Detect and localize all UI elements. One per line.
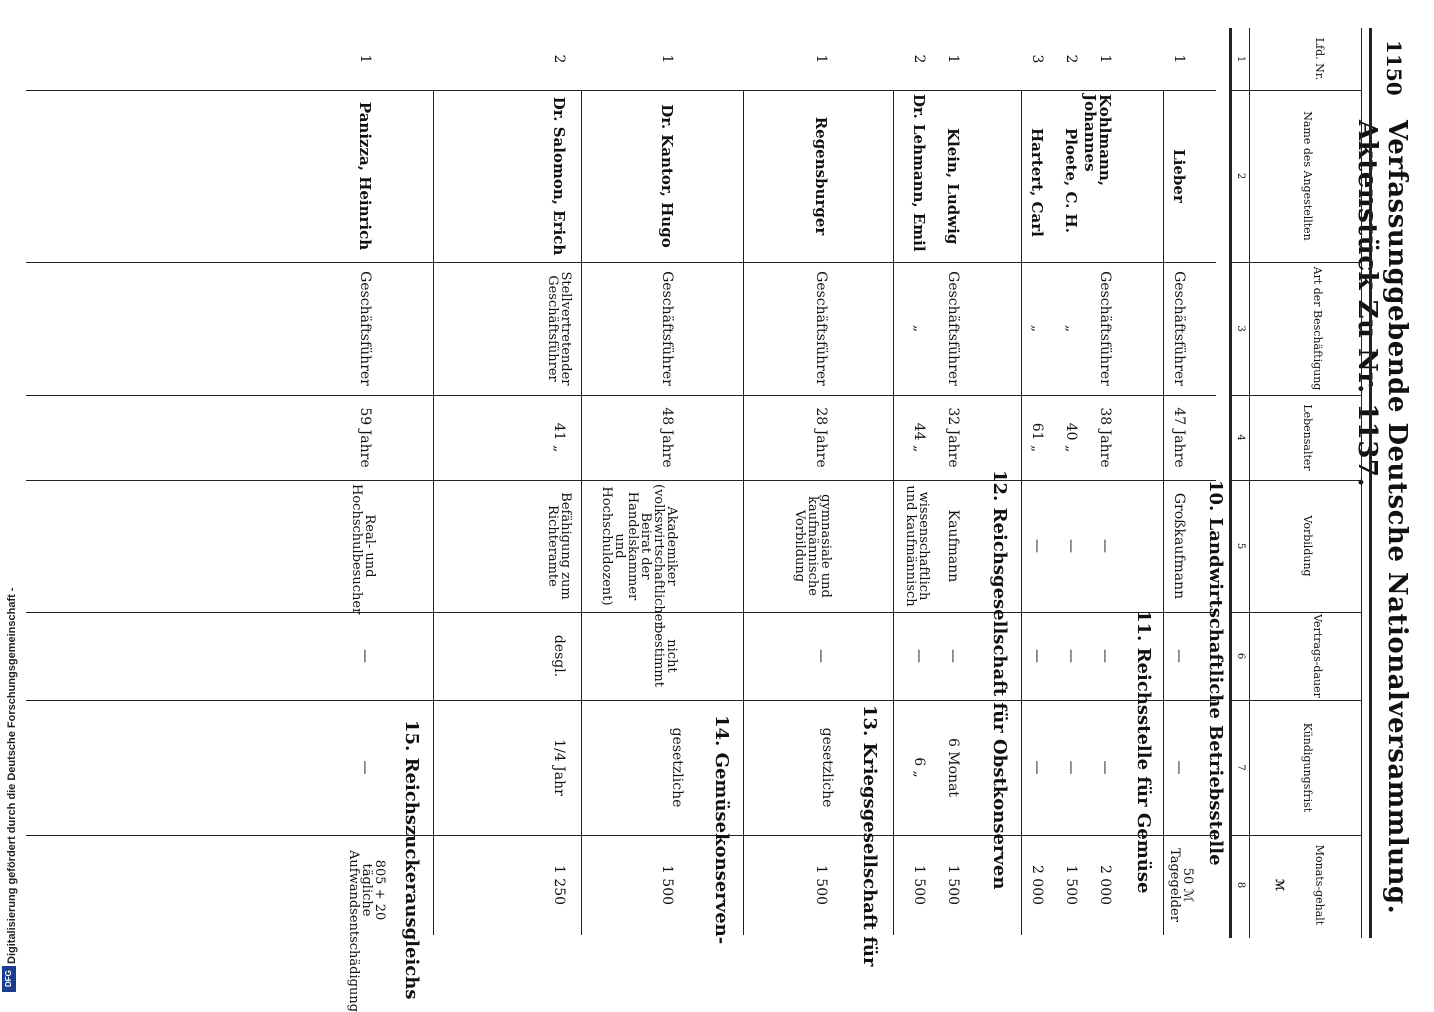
row-name: Kohlmann, Johannes bbox=[1081, 94, 1114, 186]
row-dauer: — bbox=[945, 649, 961, 663]
row-name: Dr. Salomon, Erich bbox=[550, 96, 568, 256]
row-alter: 44 „ bbox=[911, 422, 927, 453]
row-rule bbox=[433, 90, 434, 935]
row-alter: 61 „ bbox=[1029, 422, 1045, 453]
row-alter: 32 Jahre bbox=[945, 407, 961, 468]
col-divider bbox=[1232, 835, 1362, 836]
row-dauer: desgl. bbox=[551, 634, 567, 678]
row-kuendigung: gesetzliche bbox=[819, 727, 835, 808]
col-number: 2 bbox=[1235, 172, 1246, 180]
row-dauer: — bbox=[357, 649, 373, 663]
row-rule bbox=[1163, 90, 1164, 935]
row-rule bbox=[581, 90, 582, 935]
row-nr: 1 bbox=[659, 54, 675, 64]
row-dauer: — bbox=[813, 649, 829, 663]
col-header-alter: Lebensalter bbox=[1301, 404, 1314, 471]
row-alter: 38 Jahre bbox=[1097, 407, 1113, 468]
row-art: Geschäftsführer bbox=[945, 271, 961, 386]
row-dauer: — bbox=[1063, 649, 1079, 663]
row-vorbildung: gymnasiale und kaufmännische Vorbildung bbox=[792, 494, 833, 598]
col-header-kuendigung: Kündigungsfrist bbox=[1301, 722, 1314, 813]
row-nr: 1 bbox=[1097, 54, 1113, 64]
section-title: 14. Gemüsekonserven- bbox=[711, 715, 732, 945]
row-kuendigung: — bbox=[357, 760, 373, 775]
row-gehalt: 805 + 20 tägliche Aufwandsentschädigung bbox=[346, 850, 387, 1012]
row-vorbildung: — bbox=[1097, 539, 1113, 553]
col-header-nr: Lfd. Nr. bbox=[1313, 37, 1326, 81]
section-title: 12. Reichsgesellschaft für Obstkonserven bbox=[989, 470, 1010, 890]
row-art: „ bbox=[1029, 324, 1045, 333]
dfg-logo: DFG bbox=[2, 966, 16, 992]
row-nr: 1 bbox=[813, 54, 829, 64]
row-dauer: — bbox=[1097, 649, 1113, 663]
row-vorbildung: Akademiker (volkswirtschaftlicher Beirat der Handelskammer und Hochschuldozent) bbox=[599, 484, 679, 628]
row-vorbildung: — bbox=[1063, 539, 1079, 553]
col-number: 1 bbox=[1235, 55, 1246, 63]
row-alter: 28 Jahre bbox=[813, 407, 829, 468]
col-divider bbox=[1232, 90, 1362, 91]
row-nr: 1 bbox=[357, 54, 373, 64]
section-title: 10. Landwirtschaftliche Betriebsstelle bbox=[1205, 480, 1226, 866]
row-dauer: — bbox=[1171, 649, 1187, 663]
row-gehalt: 1 500 bbox=[659, 864, 675, 906]
row-vorbildung: Kaufmann bbox=[945, 509, 961, 583]
row-name: Ploete, C. H. bbox=[1062, 128, 1080, 233]
row-art: „ bbox=[1063, 324, 1079, 333]
col-header-art: Art der Beschäftigung bbox=[1311, 266, 1324, 391]
row-vorbildung: wissenschaftlich und kaufmännisch bbox=[903, 485, 931, 607]
col-number: 7 bbox=[1235, 764, 1246, 771]
row-kuendigung: 1/4 Jahr bbox=[551, 739, 567, 796]
row-name: Dr. Lehmann, Emil bbox=[910, 94, 928, 252]
section-title: 11. Reichsstelle für Gemüse bbox=[1133, 610, 1154, 894]
row-vorbildung: — bbox=[1029, 539, 1045, 553]
row-alter: 48 Jahre bbox=[659, 407, 675, 468]
col-number: 5 bbox=[1235, 542, 1246, 550]
col-divider bbox=[1232, 262, 1362, 263]
row-dauer: — bbox=[911, 649, 927, 663]
row-nr: 3 bbox=[1029, 54, 1045, 64]
row-alter: 47 Jahre bbox=[1171, 407, 1187, 468]
row-name: Regensburger bbox=[812, 116, 830, 236]
col-number: 6 bbox=[1235, 652, 1246, 660]
row-dauer: — bbox=[1029, 649, 1045, 663]
row-nr: 1 bbox=[945, 54, 961, 64]
row-rule bbox=[893, 90, 894, 935]
table-top-rule bbox=[1369, 28, 1372, 938]
row-vorbildung: Großkaufmann bbox=[1171, 492, 1187, 600]
row-name: Klein, Ludwig bbox=[944, 128, 962, 245]
row-art: Geschäftsführer bbox=[1171, 271, 1187, 386]
section-title: 15. Reichszuckerausgleichs bbox=[401, 720, 422, 1000]
row-gehalt: 1 250 bbox=[551, 864, 567, 906]
row-kuendigung: — bbox=[1063, 760, 1079, 775]
row-nr: 2 bbox=[551, 54, 567, 64]
row-gehalt: 1 500 bbox=[945, 864, 961, 906]
row-nr: 2 bbox=[911, 54, 927, 64]
page-title: Verfassunggebende Deutsche Nationalversammlung. Aktenstück Zu Nr. 1137. bbox=[1352, 120, 1412, 915]
row-kuendigung: — bbox=[1171, 760, 1187, 775]
col-number: 8 bbox=[1235, 881, 1246, 889]
col-divider bbox=[1232, 480, 1362, 481]
col-header-unit: ℳ bbox=[1273, 879, 1286, 891]
header-bottom-rule bbox=[1249, 28, 1250, 938]
row-gehalt: 1 500 bbox=[1063, 864, 1079, 906]
row-kuendigung: 6 „ bbox=[911, 757, 927, 778]
row-name: Panizza, Heinrich bbox=[356, 101, 374, 251]
row-art: Stellvertretender Geschäftsführer bbox=[545, 271, 573, 386]
col-number: 4 bbox=[1235, 434, 1246, 441]
col-header-dauer: Vertrags-dauer bbox=[1311, 614, 1324, 698]
row-name: Dr. Kantor, Hugo bbox=[658, 104, 676, 248]
row-art: Geschäftsführer bbox=[357, 271, 373, 386]
row-art: Geschäftsführer bbox=[813, 271, 829, 386]
page-number: 1150 bbox=[1382, 40, 1406, 96]
row-kuendigung: gesetzliche bbox=[669, 727, 685, 808]
row-vorbildung: Real- und Hochschulbesucher bbox=[349, 484, 377, 615]
row-kuendigung: — bbox=[1097, 760, 1113, 775]
row-kuendigung: 6 Monat bbox=[945, 737, 961, 798]
row-dauer: nicht bestimmt bbox=[651, 625, 679, 687]
table-top-rule-2 bbox=[1361, 28, 1362, 938]
row-rule bbox=[743, 90, 744, 935]
col-divider bbox=[1232, 700, 1362, 701]
col-divider bbox=[1232, 612, 1362, 613]
footer-text: Digitalisierung gefördert durch die Deutsche Forschungsgemeinschaft - bbox=[6, 587, 18, 964]
col-header-vorbildung: Vorbildung bbox=[1301, 515, 1314, 577]
row-gehalt: 2 000 bbox=[1097, 864, 1113, 906]
col-header-name: Name des Angestellten bbox=[1301, 111, 1314, 241]
row-gehalt: 1 500 bbox=[911, 864, 927, 906]
row-art: Geschäftsführer bbox=[659, 271, 675, 386]
row-nr: 2 bbox=[1063, 54, 1079, 64]
row-gehalt: 2 000 bbox=[1029, 864, 1045, 906]
col-divider bbox=[1232, 395, 1362, 396]
row-alter: 40 „ bbox=[1063, 422, 1079, 453]
row-alter: 41 „ bbox=[551, 422, 567, 453]
row-art: „ bbox=[911, 324, 927, 333]
col-number: 3 bbox=[1235, 325, 1246, 332]
row-name: Hartert, Carl bbox=[1028, 128, 1046, 237]
col-header-gehalt: Monats-gehalt bbox=[1313, 844, 1326, 926]
row-rule bbox=[1021, 90, 1022, 935]
section-title: 13. Kriegsgesellschaft für bbox=[859, 705, 880, 967]
row-alter: 59 Jahre bbox=[357, 407, 373, 468]
row-vorbildung: Befähigung zum Richteramte bbox=[545, 492, 573, 600]
row-kuendigung: — bbox=[1029, 760, 1045, 775]
colnum-bottom-rule bbox=[1229, 28, 1232, 938]
row-gehalt: 50 ℳ Tagegelder bbox=[1167, 848, 1195, 922]
row-name: Lieber bbox=[1170, 149, 1188, 203]
row-gehalt: 1 500 bbox=[813, 864, 829, 906]
body-col-divider bbox=[26, 90, 1216, 91]
row-nr: 1 bbox=[1171, 54, 1187, 64]
row-art: Geschäftsführer bbox=[1097, 271, 1113, 386]
